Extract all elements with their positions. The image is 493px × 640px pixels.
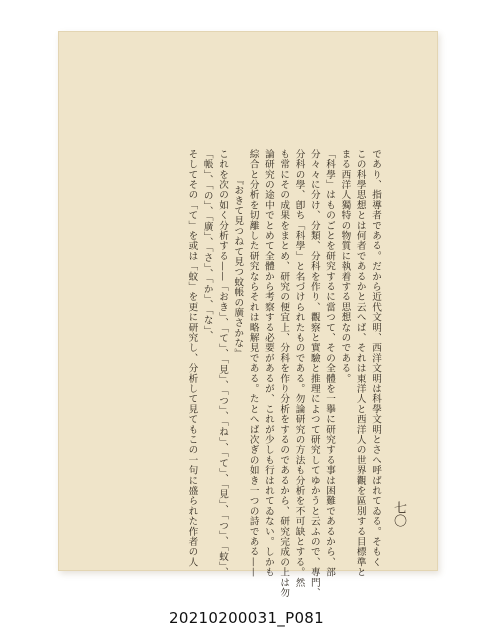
quoted-poem-line: 『おきて見つねて見つ蚊帳の廣さかな』 — [232, 175, 244, 359]
text-line: 分科の學、卽ち「科學」と名づけられたものである。勿論研究の方法も分析を不可缺とする。然 — [293, 149, 305, 588]
text-line: 「帳」、「の」、「廣」、「さ」、「か」、「な」、 — [201, 149, 213, 341]
text-line: この科學思想とは何者であるかと云へば、それは東洋人と西洋人の世界觀を區別する目標準と — [354, 149, 366, 578]
vertical-text-block — [148, 149, 383, 609]
text-line: 論研究の途中でとめて全體から考察する必要があるが、これが少しも行はれてゐない。しかも — [262, 149, 274, 578]
text-line: であり、指導者である。だから近代文明、西洋文明は科學文明とさへ呼ばれてゐる。そもく — [370, 149, 381, 568]
image-caption: 20210200031_P081 — [169, 609, 324, 627]
book-page — [58, 31, 438, 598]
page-number: 七〇 — [391, 501, 406, 527]
text-line: そしてその「て」を或は「蚊」を更に研究し、分析して見てもこの一句に盛られた作者の人 — [186, 149, 198, 568]
text-line: これを次の如く分析する——「おき」、「て」、「見」、「つ」、「ね」、「て」、「見」、「つ」、「蚊」、 — [217, 149, 229, 578]
text-line: も常にその成果をまとめ、研究の便宜上、分科を作り分析をするのであるから、研究完成の上は勿 — [278, 149, 290, 598]
text-line: 綜合と分析を切離した研究ならそれは略解見である。たとへば次ぎの如き一つの詩である—— — [247, 149, 259, 578]
text-line: 「科學」はものごとを研究するに當つて、その全體を一擧に研究する事は困難であるから、部 — [324, 149, 336, 578]
text-line: 分々々に分け、分類、分科を作り、觀察と實驗と推理によつて研究してゆかうと云ふので、專門、 — [308, 149, 320, 598]
text-line: まる西洋人獨特の物質に執着する思想なのである。 — [339, 149, 351, 384]
